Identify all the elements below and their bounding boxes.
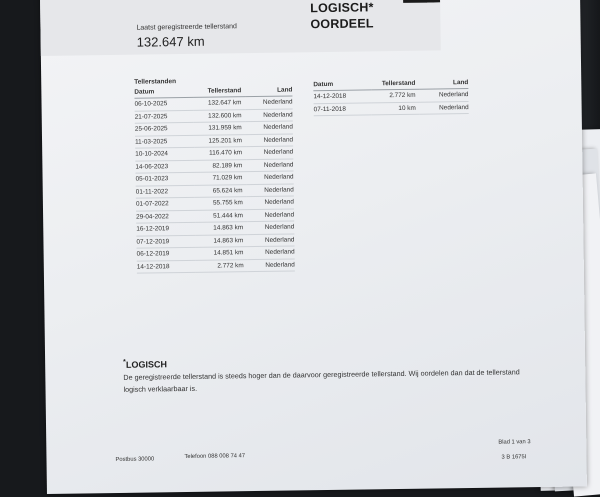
- row-tellerstand: 51.444 km: [195, 209, 247, 222]
- table-body: [313, 89, 468, 116]
- row-date: 14-12-2018: [137, 260, 196, 273]
- column-header-date: Datum: [134, 87, 193, 98]
- row-date: 11-03-2025: [135, 135, 194, 148]
- verdict-line-1: LOGISCH*: [310, 0, 374, 16]
- column-header-date: Datum: [313, 79, 371, 90]
- row-tellerstand: 125.201 km: [194, 134, 246, 147]
- row-tellerstand: 116.470 km: [194, 147, 246, 160]
- column-header-km: Tellerstand: [371, 79, 419, 90]
- row-date: 10-10-2024: [135, 147, 194, 160]
- row-land: Nederland: [247, 208, 294, 221]
- last-reading-label: Laatst geregistreerde tellerstand: [136, 23, 237, 32]
- row-land: Nederland: [246, 158, 293, 171]
- row-tellerstand: 14.851 km: [195, 247, 247, 260]
- row-date: 29-04-2022: [136, 210, 195, 223]
- row-tellerstand: 14.863 km: [195, 234, 247, 247]
- note-title-text: LOGISCH: [125, 359, 168, 370]
- last-reading-value: 132.647 km: [136, 33, 205, 50]
- row-tellerstand: 132.647 km: [193, 97, 245, 110]
- row-date: 07-11-2018: [314, 102, 372, 115]
- row-date: 01-11-2022: [136, 185, 195, 198]
- row-land: Nederland: [247, 221, 294, 234]
- row-date: 16-12-2019: [136, 222, 195, 235]
- nap-logo-icon: [403, 0, 428, 3]
- row-land: Nederland: [246, 146, 293, 159]
- row-land: Nederland: [246, 171, 293, 184]
- row-tellerstand: 55.755 km: [195, 197, 247, 210]
- footer-postbus: Postbus 30000: [115, 456, 155, 463]
- column-header-land: Land: [245, 85, 292, 96]
- row-land: Nederland: [247, 196, 294, 209]
- note-text: De geregistreerde tellerstand is steeds hoger dan de daarvoor geregistreerde tellerstand. Wij oordelen dan dat de tellerstand logisch verklaarbaar is.: [123, 367, 520, 394]
- row-tellerstand: 82.189 km: [194, 159, 246, 172]
- row-tellerstand: 2.772 km: [196, 259, 248, 272]
- table-body: [134, 96, 294, 273]
- footer-page-number: Blad 1 van 3: [498, 439, 531, 446]
- row-tellerstand: 14.863 km: [195, 222, 247, 235]
- row-land: Nederland: [245, 108, 292, 121]
- row-date: 07-12-2019: [136, 235, 195, 248]
- row-date: 21-07-2025: [135, 110, 194, 123]
- row-tellerstand: 132.600 km: [193, 109, 245, 122]
- table-row: [314, 101, 469, 116]
- document-sheet: [40, 0, 587, 494]
- header-band: [40, 0, 441, 56]
- row-date: 05-01-2023: [136, 172, 195, 185]
- note-title: [123, 358, 167, 370]
- row-tellerstand: 2.772 km: [371, 89, 419, 102]
- row-land: Nederland: [247, 233, 294, 246]
- verdict-title: [310, 0, 374, 32]
- row-land: Nederland: [420, 89, 469, 102]
- row-date: 01-07-2022: [136, 197, 195, 210]
- row-tellerstand: 131.959 km: [194, 122, 246, 135]
- row-land: Nederland: [248, 258, 295, 271]
- row-date: 06-10-2025: [134, 97, 193, 110]
- verdict-line-2: OORDEEL: [310, 16, 374, 32]
- odometer-table-right: [313, 78, 468, 116]
- footer-reference: 3 B 1675I: [501, 454, 527, 461]
- row-land: Nederland: [246, 133, 293, 146]
- table-row: [137, 258, 295, 273]
- row-tellerstand: 10 km: [371, 102, 419, 115]
- column-header-km: Tellerstand: [193, 86, 245, 97]
- row-tellerstand: 65.624 km: [194, 184, 246, 197]
- row-land: Nederland: [420, 101, 469, 114]
- odometer-table-left: [134, 85, 295, 273]
- row-tellerstand: 71.029 km: [194, 172, 246, 185]
- row-land: Nederland: [245, 96, 292, 109]
- note-asterisk: *: [123, 358, 126, 366]
- row-land: Nederland: [246, 121, 293, 134]
- footer-telefoon: Telefoon 088 008 74 47: [184, 453, 246, 461]
- row-date: 14-06-2023: [135, 160, 194, 173]
- column-header-land: Land: [419, 78, 468, 89]
- row-date: 14-12-2018: [313, 90, 371, 103]
- row-date: 06-12-2019: [137, 247, 196, 260]
- row-land: Nederland: [247, 183, 294, 196]
- row-land: Nederland: [247, 246, 294, 259]
- section-title: Tellerstanden: [134, 78, 177, 86]
- checkmark-icon: [426, 0, 440, 3]
- row-date: 25-06-2025: [135, 122, 194, 135]
